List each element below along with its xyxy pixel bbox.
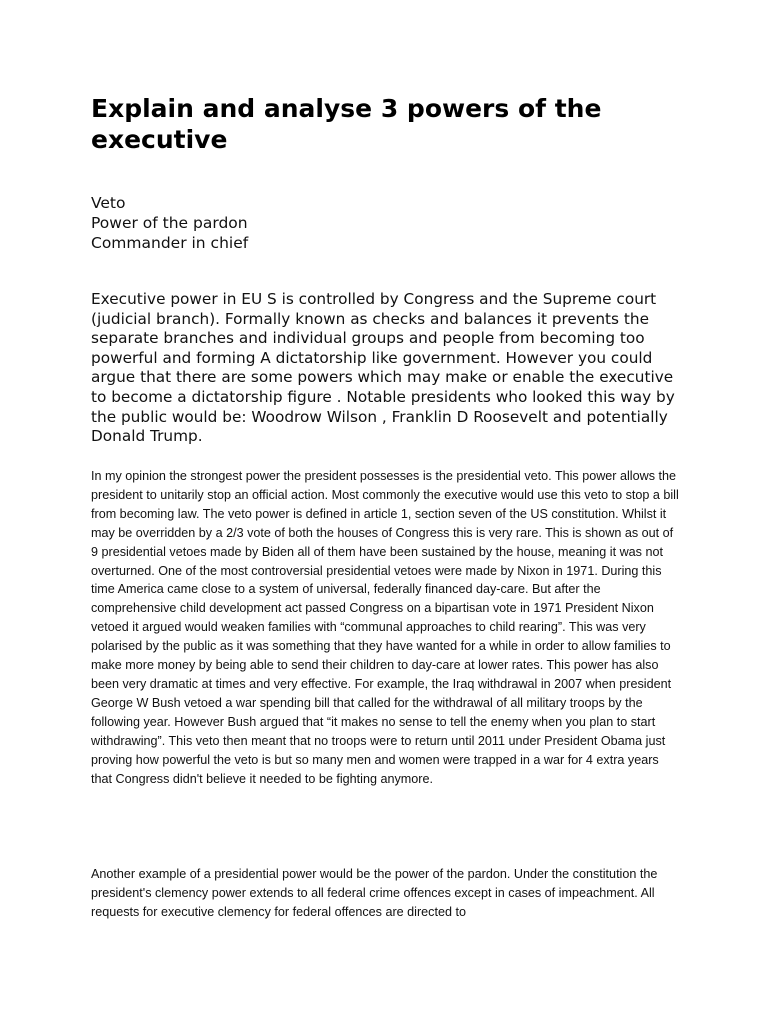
outline-item-commander: Commander in chief [91,234,249,252]
body-paragraph-pardon: Another example of a presidential power would be the power of the pardon. Under the constitution the president's clemency power extends to all federal crime offences except in cases of impeachment. All requests for executive clemency for federal offences are directed to [91,867,658,919]
intro-paragraph: Executive power in EU S is controlled by Congress and the Supreme court (judicial branch). Formally known as checks and balances it prevents the separate branches and individual groups and people from becoming too powerful and forming A dictatorship like government. However you could argue that there are some powers which may make or enable the executive to become a dictatorship figure . Notable presidents who looked this way by the public would be: Woodrow Wilson , Franklin D Roosevelt and potentially Donald Trump. [91,290,675,446]
document-title: Explain and analyse 3 powers of the executive [91,94,602,154]
outline-list [91,193,248,253]
body-paragraph-veto: In my opinion the strongest power the president possesses is the presidential veto. This power allows the president to unitarily stop an official action. Most commonly the executive would use this veto to stop a bill from becoming law. The veto power is defined in article 1, section seven of the US constitution. Whilst it may be overridden by a 2/3 vote of both the houses of Congress this is very rare. This is shown as out of 9 presidential vetoes made by Biden all of them have been sustained by the house, meaning it was not overturned. One of the most controversial presidential vetoes were made by Nixon in 1971. During this time America came close to a system of universal, federally financed day-care. But after the comprehensive child development act passed Congress on a bipartisan vote in 1971 President Nixon vetoed it argued would weaken families with “communal approaches to child rearing”. This was very polarised by the public as it was something that they have wanted for a while in order to allow families to make more money by being able to send their children to day-care at lower rates. This power has also been very dramatic at times and very effective. For example, the Iraq withdrawal in 2007 when president George W Bush vetoed a war spending bill that called for the withdrawal of all military troops by the following year. However Bush argued that “it makes no sense to tell the enemy when you plan to start withdrawing”. This veto then meant that no troops were to return until 2011 under President Obama just proving how powerful the veto is but so many men and women were trapped in a war for 4 extra years that Congress didn't believe it needed to be fighting anymore. [91,469,679,786]
outline-item-veto: Veto [91,194,126,212]
outline-item-pardon: Power of the pardon [91,214,248,232]
